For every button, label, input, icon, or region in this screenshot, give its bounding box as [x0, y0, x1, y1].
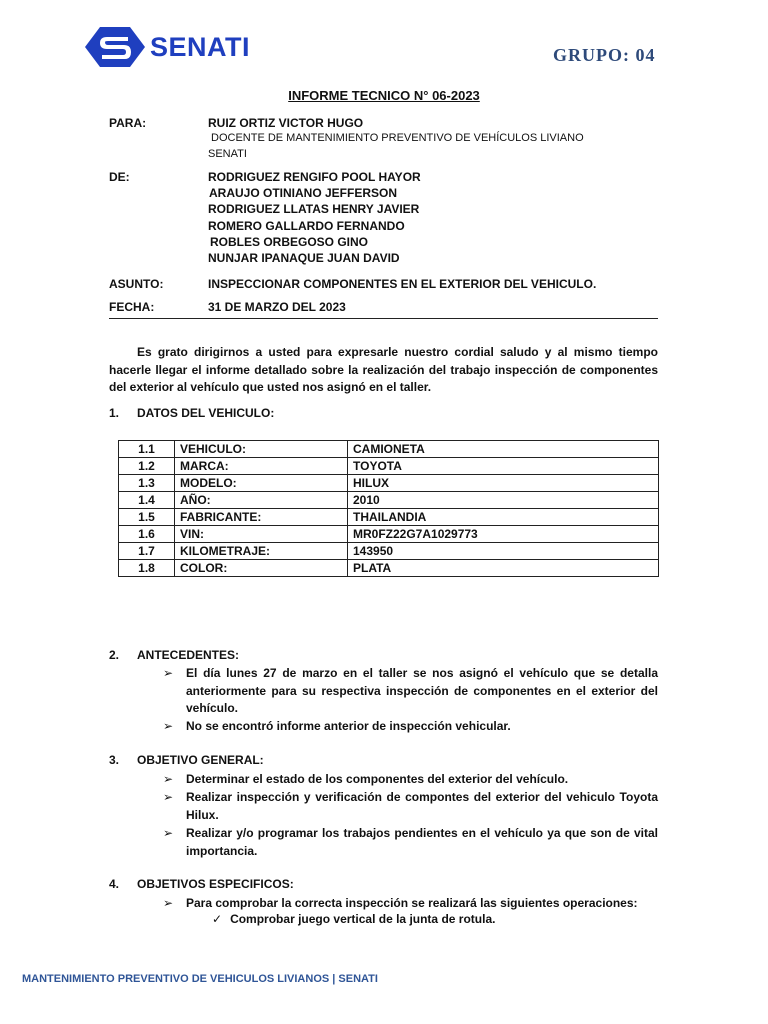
row-number: 1.5	[119, 509, 175, 526]
row-field: MODELO:	[175, 475, 348, 492]
row-value: 143950	[348, 543, 659, 560]
row-number: 1.6	[119, 526, 175, 543]
antecedentes-item-2	[163, 718, 658, 736]
objetivos-especificos-intro	[163, 895, 658, 913]
de-label: DE:	[109, 170, 130, 184]
fecha-value: 31 DE MARZO DEL 2023	[208, 300, 346, 314]
para-label: PARA:	[109, 116, 147, 130]
row-value: TOYOTA	[348, 458, 659, 475]
row-number: 1.3	[119, 475, 175, 492]
bullet-text: No se encontró informe anterior de inspección vehicular.	[186, 719, 511, 733]
row-field: FABRICANTE:	[175, 509, 348, 526]
de-name-3: RODRIGUEZ LLATAS HENRY JAVIER	[208, 202, 420, 216]
bullet-text: El día lunes 27 de marzo en el taller se nos asignó el vehículo que se detalla anteriormente para su respectiva inspección de componentes en el exterior del vehículo.	[186, 666, 658, 715]
bullet-text: Determinar el estado de los componentes del exterior del vehículo.	[186, 772, 569, 786]
fecha-label: FECHA:	[109, 300, 155, 314]
header-divider	[109, 318, 658, 319]
row-field: AÑO:	[175, 492, 348, 509]
group-label: GRUPO: 04	[553, 45, 656, 65]
objetivo-general-item-1	[163, 771, 658, 789]
row-field: VEHICULO:	[175, 441, 348, 458]
table-row	[119, 509, 659, 526]
intro-paragraph	[109, 344, 658, 397]
bullet-text: Para comprobar la correcta inspección se realizará las siguientes operaciones:	[186, 896, 638, 910]
row-field: MARCA:	[175, 458, 348, 475]
table-row	[119, 492, 659, 509]
logo-text: SENATI	[150, 32, 251, 62]
section-3-title: OBJETIVO GENERAL:	[137, 753, 264, 767]
section-1-number: 1.	[109, 406, 120, 420]
section-4-title: OBJETIVOS ESPECIFICOS:	[137, 877, 294, 891]
section-4-number: 4.	[109, 877, 120, 891]
arrow-bullet-icon: ➢	[163, 719, 174, 733]
de-name-4: ROMERO GALLARDO FERNANDO	[208, 219, 405, 233]
para-name: RUIZ ORTIZ VICTOR HUGO	[208, 116, 364, 130]
row-value: THAILANDIA	[348, 509, 659, 526]
table-row	[119, 441, 659, 458]
check-text: Comprobar juego vertical de la junta de rotula.	[230, 912, 496, 926]
de-name-2: ARAUJO OTINIANO JEFFERSON	[209, 186, 398, 200]
row-field: KILOMETRAJE:	[175, 543, 348, 560]
objetivo-general-item-3	[163, 825, 658, 860]
section-2-heading	[109, 648, 239, 662]
row-number: 1.8	[119, 560, 175, 577]
arrow-bullet-icon: ➢	[163, 896, 174, 910]
para-org: SENATI	[208, 148, 247, 160]
row-field: VIN:	[175, 526, 348, 543]
asunto-label: ASUNTO:	[109, 277, 164, 291]
de-name-1: RODRIGUEZ RENGIFO POOL HAYOR	[208, 170, 421, 184]
row-value: 2010	[348, 492, 659, 509]
row-value: CAMIONETA	[348, 441, 659, 458]
row-value: MR0FZ22G7A1029773	[348, 526, 659, 543]
section-3-heading	[109, 753, 264, 767]
table-row	[119, 458, 659, 475]
row-number: 1.1	[119, 441, 175, 458]
intro-text: Es grato dirigirnos a usted para expresarle nuestro cordial saludo y al mismo tiempo hacerle llegar el informe detallado sobre la realización del trabajo inspección de componentes del exterior al vehículo que usted nos asignó en el taller.	[109, 345, 658, 394]
bullet-text: Realizar y/o programar los trabajos pendientes en el vehículo ya que son de vital importancia.	[186, 826, 658, 858]
section-2-number: 2.	[109, 648, 120, 662]
page-footer: MANTENIMIENTO PREVENTIVO DE VEHICULOS LIVIANOS | SENATI	[22, 973, 378, 985]
arrow-bullet-icon: ➢	[163, 666, 174, 680]
row-value: PLATA	[348, 560, 659, 577]
table-row	[119, 526, 659, 543]
section-4-heading	[109, 877, 294, 891]
section-3-number: 3.	[109, 753, 120, 767]
row-number: 1.7	[119, 543, 175, 560]
objetivo-general-item-2	[163, 789, 658, 824]
section-1-title: DATOS DEL VEHICULO:	[137, 406, 275, 420]
section-1-heading	[109, 406, 274, 420]
senati-logo-icon	[84, 26, 146, 68]
asunto-value: INSPECCIONAR COMPONENTES EN EL EXTERIOR DEL VEHICULO.	[208, 277, 597, 291]
row-value: HILUX	[348, 475, 659, 492]
report-title: INFORME TECNICO N° 06-2023	[288, 88, 480, 103]
check-icon: ✓	[212, 912, 223, 926]
vehicle-data-table	[118, 440, 659, 577]
antecedentes-item-1	[163, 665, 658, 718]
arrow-bullet-icon: ➢	[163, 826, 174, 840]
check-item	[212, 912, 495, 926]
de-name-6: NUNJAR IPANAQUE JUAN DAVID	[208, 251, 400, 265]
de-name-5: ROBLES ORBEGOSO GINO	[210, 235, 369, 249]
row-number: 1.4	[119, 492, 175, 509]
section-2-title: ANTECEDENTES:	[137, 648, 240, 662]
arrow-bullet-icon: ➢	[163, 772, 174, 786]
table-row	[119, 560, 659, 577]
arrow-bullet-icon: ➢	[163, 790, 174, 804]
row-number: 1.2	[119, 458, 175, 475]
row-field: COLOR:	[175, 560, 348, 577]
para-role: DOCENTE DE MANTENIMIENTO PREVENTIVO DE VEHÍCULOS LIVIANO	[211, 132, 584, 144]
table-row	[119, 543, 659, 560]
bullet-text: Realizar inspección y verificación de compontes del exterior del vehiculo Toyota Hilux.	[186, 790, 658, 822]
table-row	[119, 475, 659, 492]
